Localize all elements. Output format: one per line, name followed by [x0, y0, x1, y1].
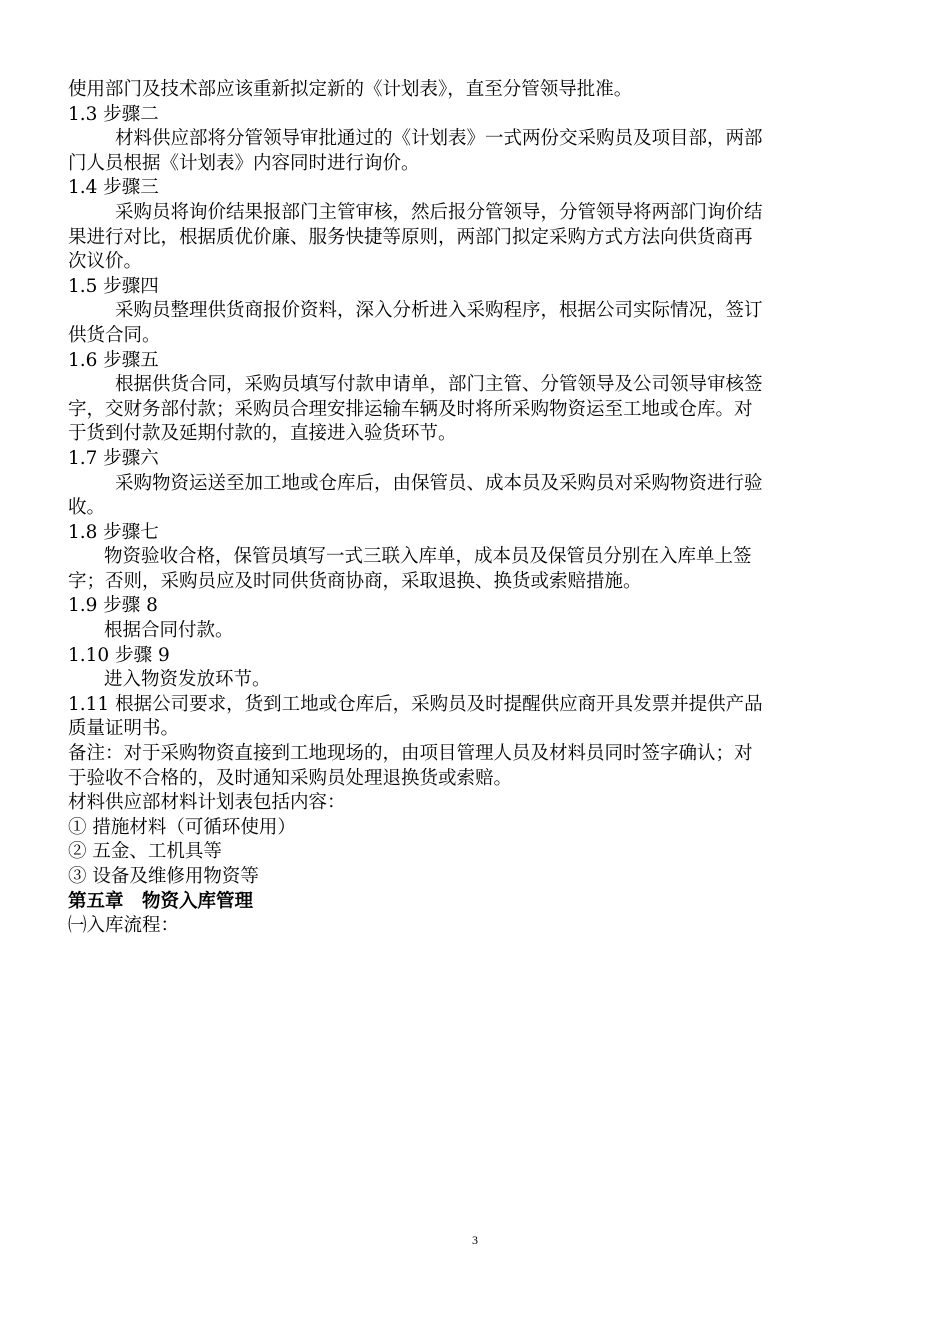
section-heading-1-3: 1.3 步骤二 [68, 103, 159, 125]
paragraph-line: 进入物资发放环节。 [104, 669, 271, 691]
section-heading-1-7: 1.7 步骤六 [68, 447, 159, 469]
document-body [68, 78, 883, 939]
paragraph-line: 材料供应部将分管领导审批通过的《计划表》一式两份交采购员及项目部，两部 [115, 128, 763, 150]
paragraph-line: 供货合同。 [68, 324, 161, 346]
section-heading-1-4: 1.4 步骤三 [68, 177, 159, 199]
paragraph-line: 质量证明书。 [68, 718, 180, 740]
section-heading-1-8: 1.8 步骤七 [68, 521, 159, 543]
list-item: ③ 设备及维修用物资等 [68, 866, 259, 887]
section-heading-1-10: 1.10 步骤 9 [68, 644, 170, 666]
paragraph-line: 收。 [68, 497, 106, 519]
paragraph-line: 次议价。 [68, 251, 143, 273]
note-line: 备注：对于采购物资直接到工地现场的，由项目管理人员及材料员同时签字确认；对 [68, 743, 753, 765]
page-number: 3 [472, 1233, 478, 1247]
paragraph-line: 采购员整理供货商报价资料，深入分析进入采购程序，根据公司实际情况，签订 [115, 300, 763, 322]
paragraph-line: 根据供货合同，采购员填写付款申请单，部门主管、分管领导及公司领导审核签 [115, 374, 763, 396]
paragraph-line: 果进行对比，根据质优价廉、服务快捷等原则，两部门拟定采购方式方法向供货商再 [68, 226, 753, 248]
paragraph-line: 于货到付款及延期付款的，直接进入验货环节。 [68, 423, 457, 445]
paragraph-line: 字；否则，采购员应及时同供货商协商，采取退换、换货或索赔措施。 [68, 570, 642, 592]
subsection-heading: ㈠入库流程： [68, 915, 180, 937]
chapter-title: 第五章 物资入库管理 [68, 890, 254, 912]
paragraph-line: 字，交财务部付款；采购员合理安排运输车辆及时将所采购物资运至工地或仓库。对 [68, 398, 753, 420]
paragraph-line: 材料供应部材料计划表包括内容： [68, 792, 346, 814]
paragraph-line: 1.11 根据公司要求，货到工地或仓库后，采购员及时提醒供应商开具发票并提供产品 [68, 693, 763, 715]
note-line: 于验收不合格的，及时通知采购员处理退换货或索赔。 [68, 767, 513, 789]
paragraph-line: 采购员将询价结果报部门主管审核，然后报分管领导，分管领导将两部门询价结 [115, 201, 763, 223]
list-item: ① 措施材料（可循环使用） [68, 816, 296, 838]
section-heading-1-5: 1.5 步骤四 [68, 275, 159, 297]
paragraph-line: 使用部门及技术部应该重新拟定新的《计划表》，直至分管领导批准。 [68, 79, 633, 100]
paragraph-line: 物资验收合格，保管员填写一式三联入库单，成本员及保管员分别在入库单上签 [104, 546, 752, 568]
list-item: ② 五金、工机具等 [68, 841, 222, 863]
section-heading-1-9: 1.9 步骤 8 [68, 595, 158, 617]
paragraph-line: 根据合同付款。 [104, 620, 234, 642]
paragraph-line: 采购物资运送至加工地或仓库后，由保管员、成本员及采购员对采购物资进行验 [115, 472, 763, 494]
section-heading-1-6: 1.6 步骤五 [68, 349, 159, 371]
paragraph-line: 门人员根据《计划表》内容同时进行询价。 [68, 152, 420, 174]
